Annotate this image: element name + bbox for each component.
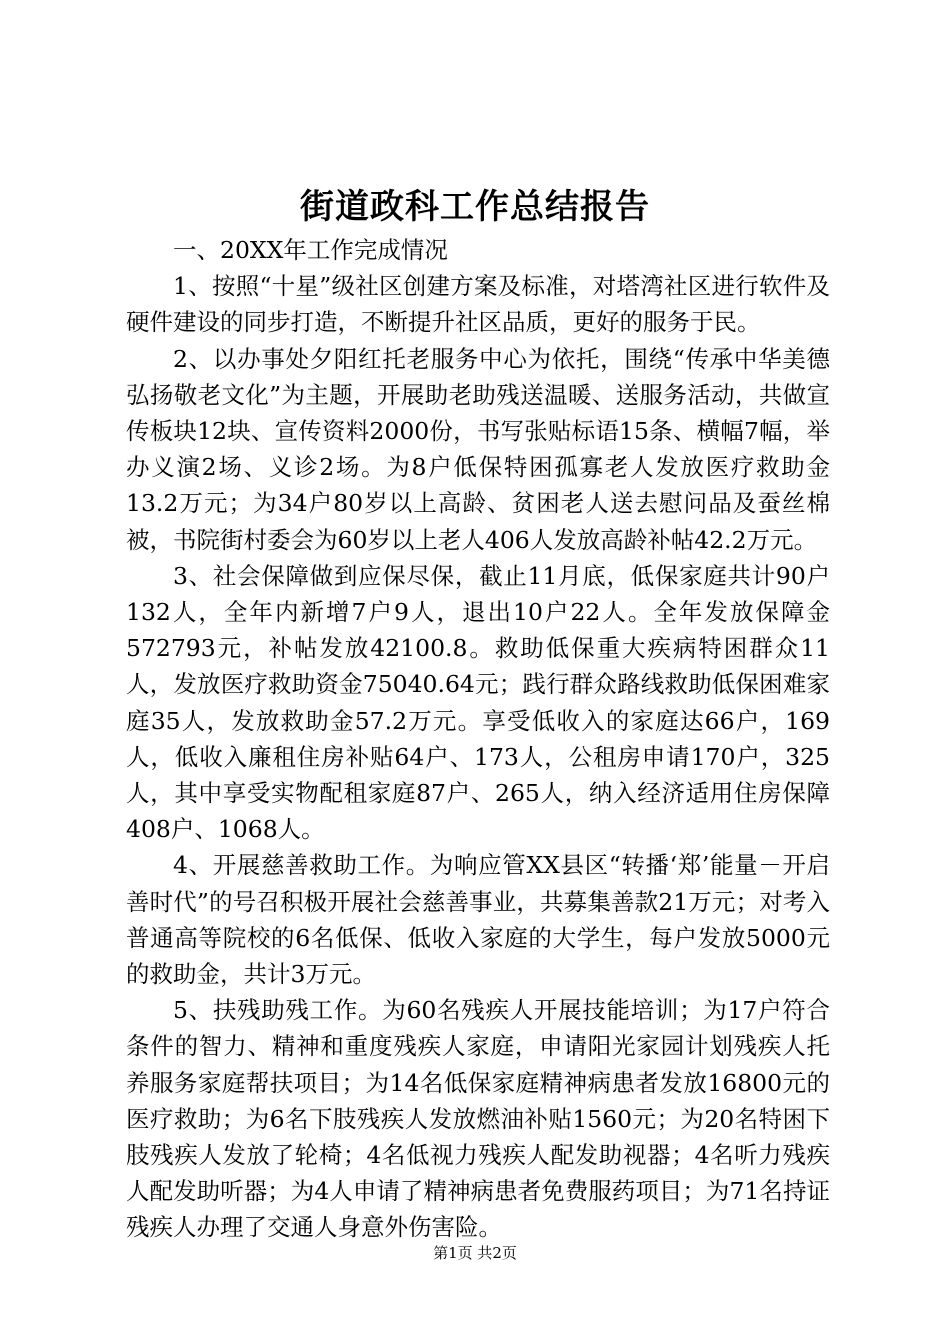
document-title: 街道政科工作总结报告 — [300, 187, 650, 227]
page-footer: 第1页 共2页 — [433, 1244, 517, 1262]
section-heading: 一、20XX年工作完成情况 — [173, 236, 448, 264]
paragraph-item-4: 4、开展慈善救助工作。为响应管XX县区“转播‘郑’能量－开启善时代”的号召积极开展社会慈善事业，共募集善款21万元；对考入普通高等院校的6名低保、低收入家庭的大学生，每户发放5000元的救助金，共计3万元。 — [126, 851, 830, 989]
document-body — [126, 232, 830, 1246]
paragraph-item-2: 2、以办事处夕阳红托老服务中心为依托，围绕“传承中华美德弘扬敬老文化”为主题，开展助老助残送温暖、送服务活动，共做宣传板块12块、宣传资料2000份，书写张贴标语15条、横幅7幅，举办义演2场、义诊2场。为8户低保特困孤寡老人发放医疗救助金13.2万元；为34户80岁以上高龄、贫困老人送去慰问品及蚕丝棉被，书院街村委会为60岁以上老人406人发放高龄补帖42.2万元。 — [126, 344, 830, 554]
paragraph-item-3: 3、社会保障做到应保尽保，截止11月底，低保家庭共计90户132人，全年内新增7户9人，退出10户22人。全年发放保障金572793元，补帖发放42100.8。救助低保重大疾病特困群众11人，发放医疗救助资金75040.64元；践行群众路线救助低保困难家庭35人，发放救助金57.2万元。享受低收入的家庭达66户，169人，低收入廉租住房补贴64户、173人，公租房申请170户，325人，其中享受实物配租家庭87户、265人，纳入经济适用住房保障408户、1068人。 — [126, 561, 830, 844]
paragraph-item-1: 1、按照“十星”级社区创建方案及标准，对塔湾社区进行软件及硬件建设的同步打造，不断提升社区品质，更好的服务于民。 — [126, 272, 830, 337]
paragraph-item-5: 5、扶残助残工作。为60名残疾人开展技能培训；为17户符合条件的智力、精神和重度残疾人家庭，申请阳光家园计划残疾人托养服务家庭帮扶项目；为14名低保家庭精神病患者发放16800元的医疗救助；为6名下肢残疾人发放燃油补贴1560元；为20名特困下肢残疾人发放了轮椅；4名低视力残疾人配发助视器；4名听力残疾人配发助听器；为4人申请了精神病患者免费服药项目；为71名持证残疾人办理了交通人身意外伤害险。 — [126, 996, 830, 1242]
